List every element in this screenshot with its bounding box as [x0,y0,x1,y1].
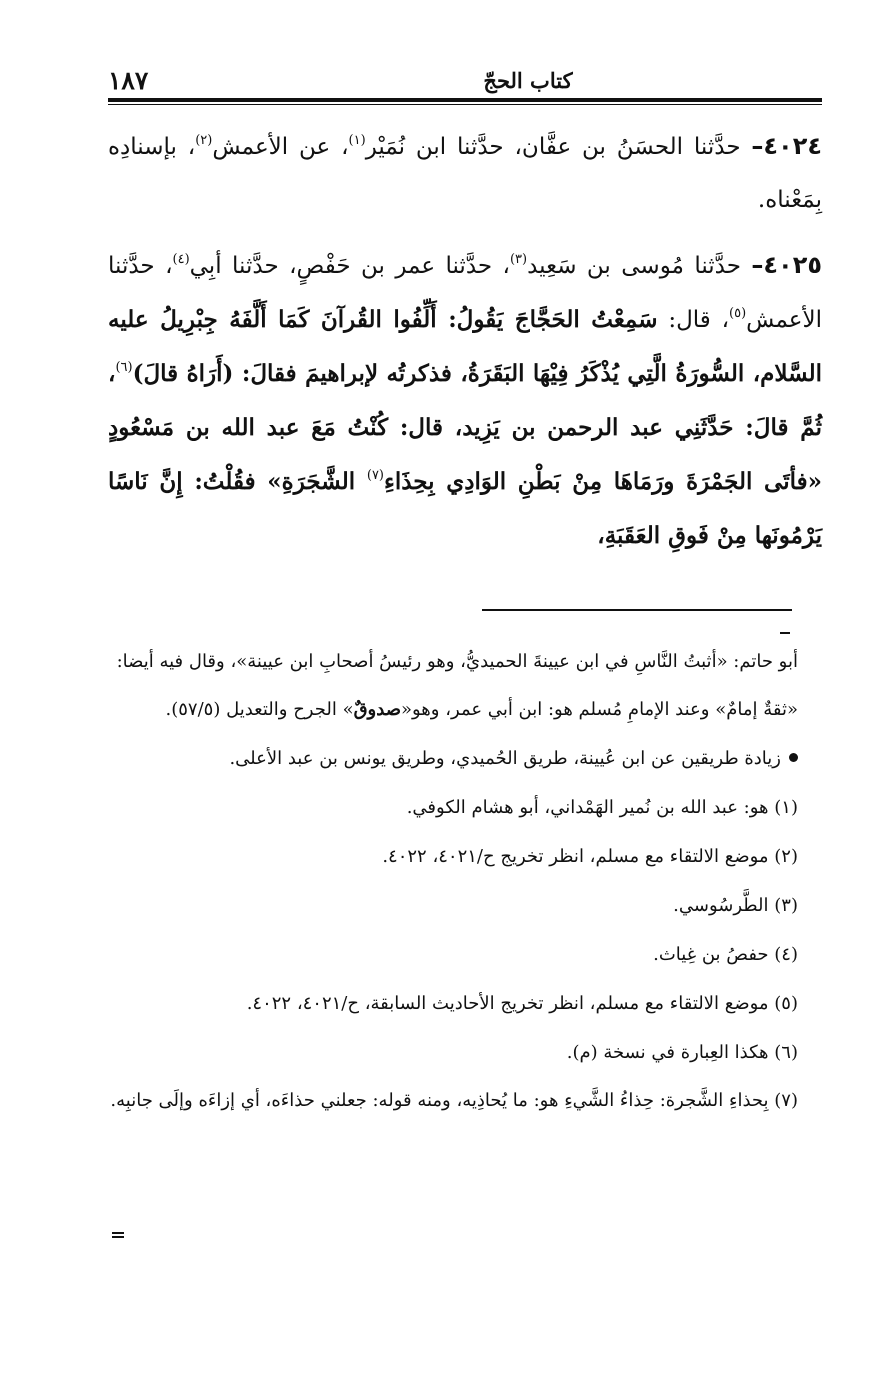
footnote-text: زيادة طريقين عن ابن عُيينة، طريق الحُميدي، وطريق يونس بن عبد الأعلى. [229,748,781,769]
hadith-number: ٤٠٢٤ [763,132,822,160]
page-number: ١٨٧ [108,66,149,95]
footnote-5: (٥) موضع الالتقاء مع مسلم، انظر تخريج الأحاديث السابقة، ح/٤٠٢١، ٤٠٢٢. [246,993,798,1014]
hadith-text: ، حدَّثنا عمر بن حَفْصٍ، حدَّثنا أبِي [189,253,510,279]
footnote-ref: (٣) [509,252,528,267]
footnote-separator [482,609,792,611]
footnote-ref: (٥) [729,306,747,321]
hadith-dash: – [751,251,764,279]
header-rule-thin [108,104,822,105]
hadith-4025 [108,239,822,563]
footnote-3: (٣) الطَّرسُوسي. [673,895,798,916]
bullet-icon [789,753,798,762]
hadith-number: ٤٠٢٥ [763,251,822,279]
hadith-dash: – [751,132,764,160]
hadith-matn: سَمِعْتُ الحَجَّاجَ يَقُولُ: أَلِّفُوا القُرآنَ كَمَا أَلَّفَهُ جِبْرِيلُ عليه السَّلام، السُّورَةُ الَّتِي يُذْكَرُ فِيْهَا البَقَرَةُ، فذكرتُه لإبراهيمَ فقالَ: (أَرَاهُ قالَ) [108,306,822,387]
footnote-ref: (٤) [172,252,190,267]
hadith-text: ، قال: [657,307,730,333]
hadith-text: ، عن الأعمش [212,134,349,160]
footnote-7: (٧) بِحذاءِ الشَّجرة: حِذاءُ الشَّيءِ هو: ما يُحاذِيه، ومنه قوله: جعلني حذاءَه، أي إزاءَه وإلَى جانبِه. [110,1090,798,1111]
footnote-1: (١) هو: عبد الله بن نُمير الهَمْداني، أبو هشام الكوفي. [406,797,798,818]
hadith-matn: ، ثُمَّ قالَ: حَدَّثَنِي عبد الرحمن بن يَزِيد، قال: كُنْتُ مَعَ عبد الله بن مَسْعُودٍ «فأتَى الجَمْرَةَ ورَمَاهَا مِنْ بَطْنِ الوَادِي بِحِذَاءِ [108,360,822,495]
header-rule-thick [108,98,822,102]
footnotes [108,638,798,1125]
main-text [108,120,822,575]
footnote-6: (٦) هكذا العِبارة في نسخة (م). [566,1042,798,1063]
footnote-ref: (٧) [366,468,384,483]
hadith-text: ، حدَّثنا الأعمش [108,253,823,333]
continuation-mark [112,1232,124,1238]
footnote-2: (٢) موضع الالتقاء مع مسلم، انظر تخريج ح/٤٠٢١، ٤٠٢٢. [382,846,798,867]
hadith-4024 [108,120,822,227]
hadith-text: حدَّثنا الحسَنُ بن عفَّان، حدَّثنا ابن نُمَيْر [365,134,752,160]
hadith-matn: الشَّجَرَةِ» فقُلْتُ: إِنَّ نَاسًا يَرْمُونَها مِنْ فَوقِ العَقَبَةِ، [108,468,822,549]
footnote-4: (٤) حفصُ بن غِياث. [653,944,798,965]
footnote-ref: (١) [348,133,366,148]
footnote-continued [108,638,798,734]
hadith-text: حدَّثنا مُوسى بن سَعِيد [527,253,752,279]
footnote-bold-term: صدوقٌ [353,699,401,720]
footnote-ref: (٦) [115,360,133,375]
footnote-bullet [108,734,798,783]
footnote-ref: (٢) [195,133,213,148]
continuation-mark [780,632,790,634]
page-header [108,66,822,98]
footnote-text: » الجرح والتعديل (٥٧/٥). [165,699,354,720]
footnote-text: أبو حاتم: «أثبتُ النَّاسِ في ابن عيينةَ الحميديُّ، وهو رئيسُ أصحابِ ابن عيينة»، وقال فيه أيضا: «ثقةٌ إمامٌ» وعند الإمامِ مُسلم هو: ابن أبي عمر، وهو« [116,651,798,720]
chapter-title: كتاب الحجّ [483,68,573,93]
hadith-text: ، بإسنادِه بِمَعْناه. [108,134,822,213]
